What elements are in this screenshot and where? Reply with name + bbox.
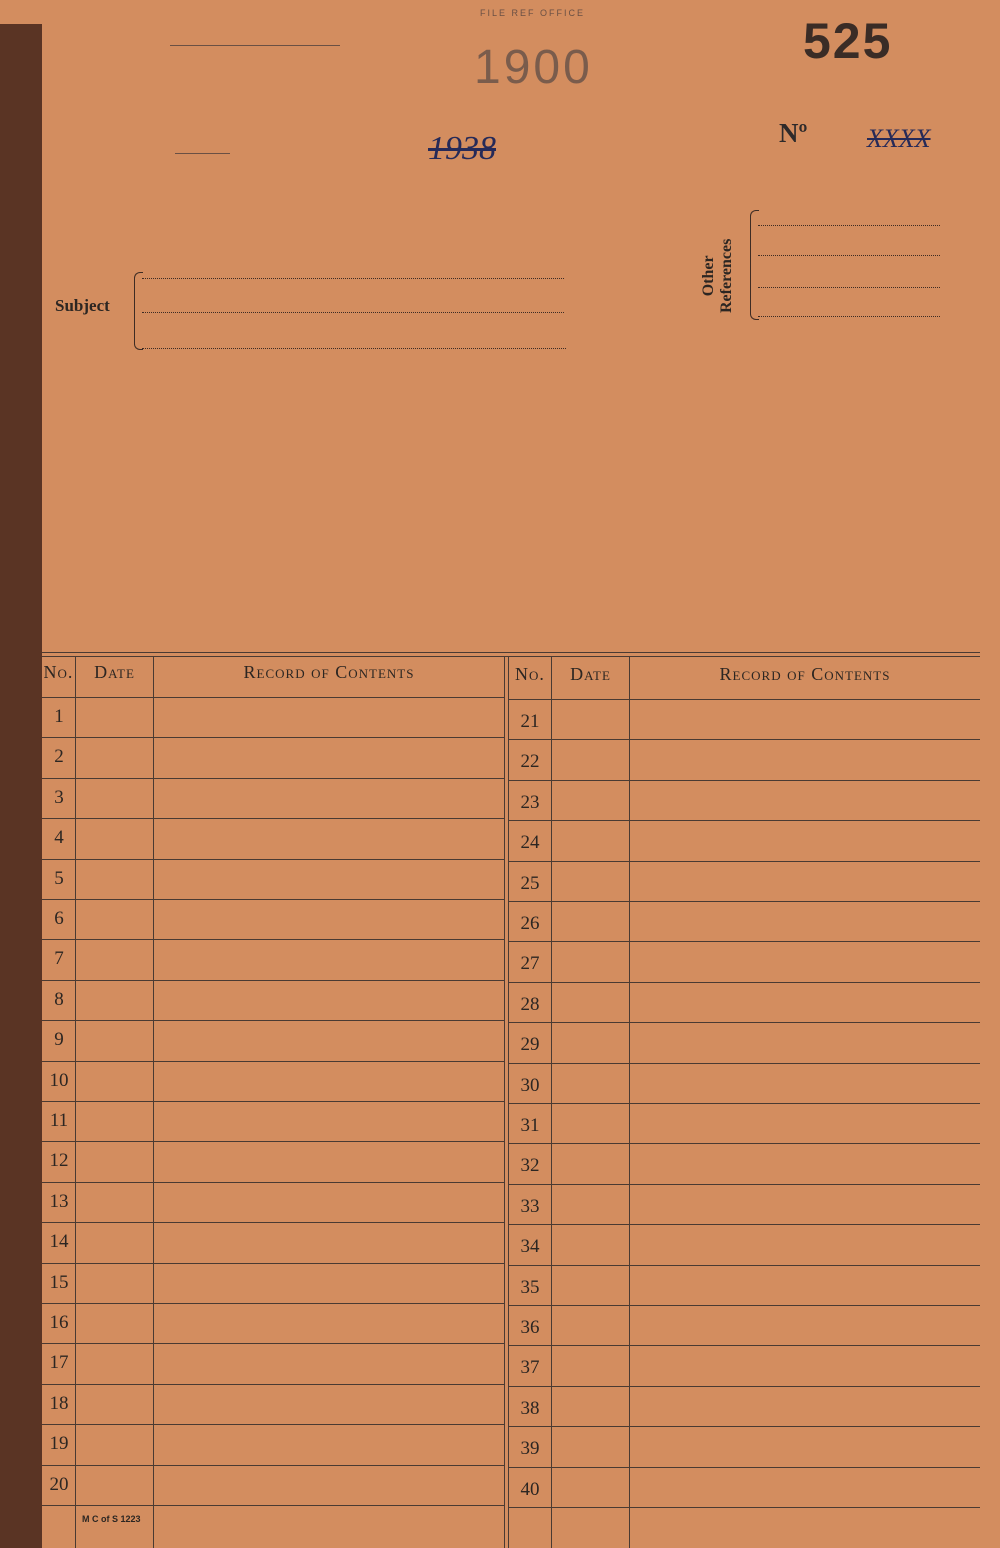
right-row-rule [509, 820, 980, 821]
subject-label: Subject [55, 296, 110, 315]
left-row-rule [42, 1141, 504, 1142]
left-date-divider [153, 656, 154, 1548]
right-row-rule [509, 1426, 980, 1427]
left-row-rule [42, 1020, 504, 1021]
left-row-rule [42, 1505, 504, 1506]
stamp-top-text: FILE REF OFFICE [480, 8, 586, 18]
other-reference-line-4[interactable] [758, 316, 940, 317]
right-row-number: 34 [520, 1236, 540, 1257]
left-row-rule [42, 1101, 504, 1102]
other-references-label [700, 239, 736, 313]
right-header-no: No. [515, 664, 545, 684]
right-row-number: 23 [520, 792, 540, 813]
left-row-number: 20 [49, 1474, 69, 1495]
left-row-number: 5 [54, 868, 64, 889]
left-row-number: 16 [49, 1312, 69, 1333]
right-row-rule [509, 941, 980, 942]
right-row-rule [509, 1345, 980, 1346]
left-row-number: 6 [54, 908, 64, 929]
right-row-number: 33 [520, 1196, 540, 1217]
right-row-number: 31 [520, 1115, 540, 1136]
left-header-record: Record of Contents [243, 662, 415, 682]
left-row-rule [42, 939, 504, 940]
other-reference-line-2[interactable] [758, 255, 940, 256]
left-row-number: 9 [54, 1029, 64, 1050]
folder-spine [0, 24, 42, 1548]
right-row-number: 25 [520, 873, 540, 894]
right-row-rule [509, 739, 980, 740]
right-row-rule [509, 1386, 980, 1387]
handwritten-year: 1938 [428, 130, 496, 167]
right-row-number: 32 [520, 1155, 540, 1176]
right-row-number: 29 [520, 1034, 540, 1055]
left-no-divider [75, 656, 76, 1548]
right-row-number: 24 [520, 832, 540, 853]
right-row-rule [509, 861, 980, 862]
left-row-rule [42, 697, 504, 698]
right-row-number: 28 [520, 994, 540, 1015]
other-references-line2: References [718, 238, 735, 313]
right-row-number: 27 [520, 953, 540, 974]
left-row-rule [42, 899, 504, 900]
left-row-number: 2 [54, 746, 64, 767]
file-number-stamp: 525 [803, 13, 893, 69]
other-references-brace [750, 210, 759, 320]
center-divider-1 [504, 656, 505, 1548]
right-date-divider [629, 656, 630, 1548]
subject-line-2[interactable] [142, 312, 564, 313]
left-row-number: 12 [49, 1150, 69, 1171]
left-row-rule [42, 737, 504, 738]
right-row-rule [509, 1305, 980, 1306]
right-no-divider [551, 656, 552, 1548]
left-row-number: 14 [49, 1231, 69, 1252]
right-row-rule [509, 1103, 980, 1104]
left-row-rule [42, 1303, 504, 1304]
right-row-number: 37 [520, 1357, 540, 1378]
printer-imprint: M C of S 1223 [82, 1514, 141, 1524]
right-row-rule [509, 1022, 980, 1023]
right-row-number: 40 [520, 1479, 540, 1500]
left-row-rule [42, 1263, 504, 1264]
right-row-number: 35 [520, 1277, 540, 1298]
right-row-rule [509, 699, 980, 700]
left-row-number: 10 [49, 1070, 69, 1091]
right-row-rule [509, 1224, 980, 1225]
left-row-number: 15 [49, 1272, 69, 1293]
right-row-number: 38 [520, 1398, 540, 1419]
left-row-number: 11 [49, 1110, 69, 1131]
subject-line-1[interactable] [142, 278, 564, 279]
table-top-rule-double [42, 656, 980, 657]
left-row-number: 1 [54, 706, 64, 727]
right-row-rule [509, 1507, 980, 1508]
left-row-number: 19 [49, 1433, 69, 1454]
right-row-rule [509, 1143, 980, 1144]
right-row-number: 22 [520, 751, 540, 772]
left-row-rule [42, 1061, 504, 1062]
right-row-number: 26 [520, 913, 540, 934]
right-row-rule [509, 1467, 980, 1468]
left-row-number: 18 [49, 1393, 69, 1414]
right-row-number: 39 [520, 1438, 540, 1459]
left-row-rule [42, 778, 504, 779]
right-row-number: 30 [520, 1075, 540, 1096]
other-reference-line-1[interactable] [758, 225, 940, 226]
right-row-number: 36 [520, 1317, 540, 1338]
left-row-number: 4 [54, 827, 64, 848]
number-label: Nº [779, 118, 808, 148]
right-header-date: Date [570, 664, 611, 684]
right-header-record: Record of Contents [719, 664, 891, 684]
right-row-rule [509, 901, 980, 902]
faint-rule [175, 153, 230, 154]
left-row-number: 13 [49, 1191, 69, 1212]
left-row-number: 17 [49, 1352, 69, 1373]
left-row-rule [42, 1222, 504, 1223]
stamp-year: 1900 [474, 41, 593, 94]
right-row-rule [509, 982, 980, 983]
table-top-rule [42, 652, 980, 653]
left-row-rule [42, 818, 504, 819]
right-row-rule [509, 780, 980, 781]
right-row-rule [509, 1184, 980, 1185]
faint-rule [170, 45, 340, 46]
other-reference-line-3[interactable] [758, 287, 940, 288]
left-row-number: 7 [54, 948, 64, 969]
subject-brace [134, 272, 143, 350]
other-references-line1: Other [700, 255, 717, 297]
left-row-number: 8 [54, 989, 64, 1010]
left-row-rule [42, 980, 504, 981]
left-row-number: 3 [54, 787, 64, 808]
left-row-rule [42, 1465, 504, 1466]
left-row-rule [42, 1182, 504, 1183]
left-row-rule [42, 859, 504, 860]
right-row-number: 21 [520, 711, 540, 732]
right-row-rule [509, 1265, 980, 1266]
right-row-rule [509, 1063, 980, 1064]
left-row-rule [42, 1343, 504, 1344]
left-header-date: Date [94, 662, 135, 682]
left-header-no: No. [43, 662, 74, 682]
left-row-rule [42, 1384, 504, 1385]
left-row-rule [42, 1424, 504, 1425]
handwritten-number: XXXX [867, 124, 931, 153]
subject-line-3[interactable] [142, 348, 566, 349]
